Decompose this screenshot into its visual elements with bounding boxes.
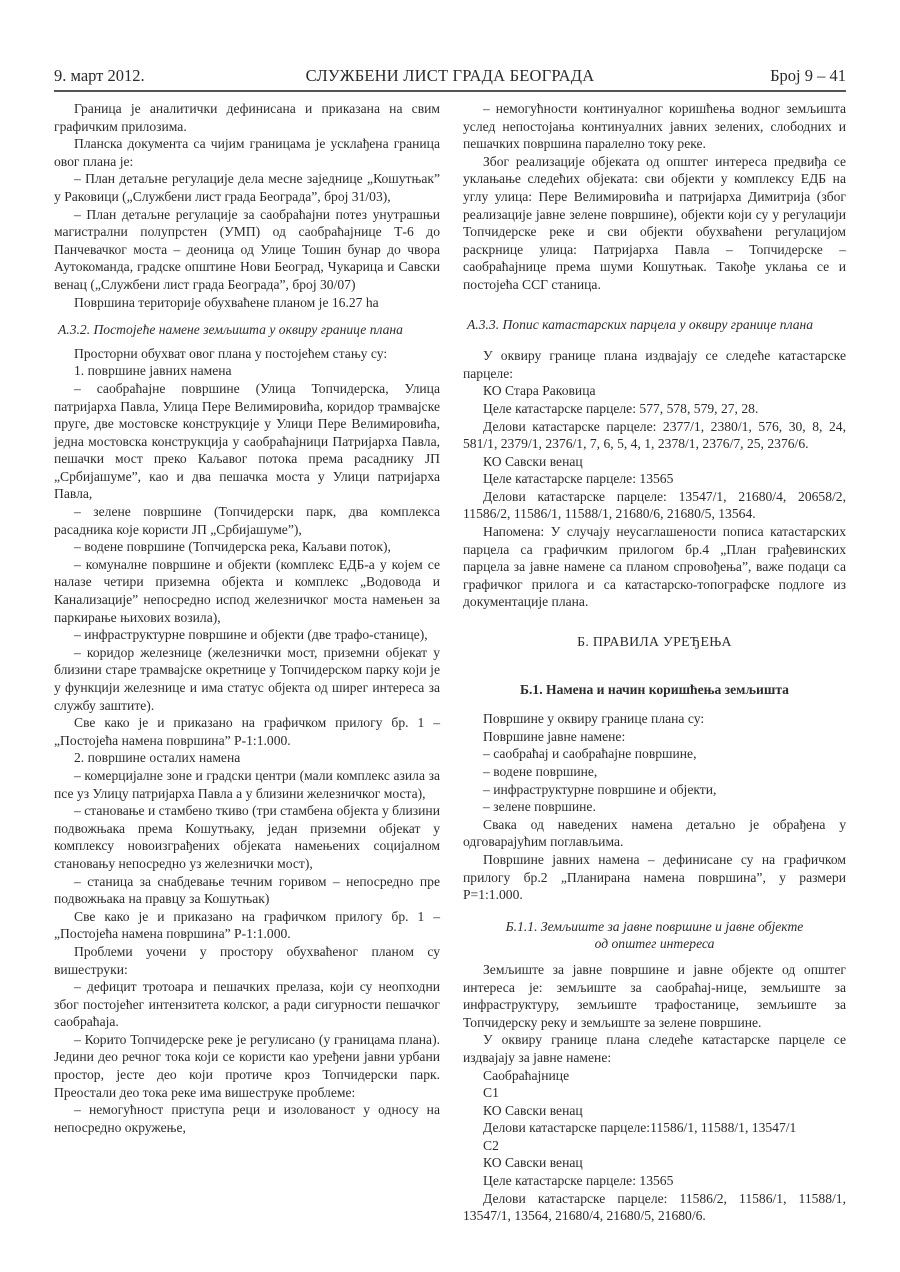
list-item: Површине јавне намене:: [483, 728, 626, 744]
paragraph: – План детаљне регулације дела месне заједнице „Кошутњак” у Раковици („Службени лист града Београда”, број 31/03),: [54, 171, 440, 204]
list-item: – зелене површине.: [483, 799, 596, 815]
list-item: Површине у оквиру границе плана су:: [483, 711, 705, 727]
paragraph: – План детаљне регулације за саобраћајни потез унутрашњи магистрални полупрстен (УМП) од саобраћајнице Т-6 до Панчевачког моста – деоница од Улице Тошин бунар до чвора Аутокоманда, градске општине Нови Београд, Чукарица и Савски венац („Службени лист града Београда”, број 30/07): [54, 206, 440, 292]
section-title-b: Б. ПРАВИЛА УРЕЂЕЊА: [577, 634, 732, 650]
paragraph: КО Савски венац: [483, 453, 583, 469]
list-item: – водене површине,: [483, 764, 598, 779]
paragraph: – Корито Топчидерске реке је регулисано (у границама плана). Једини део речног тока који се користи као уређени јавни урбани простор, јесте део који протиче кроз Топчидерски парк. Преостали део тока реке има вишеструке проблеме:: [54, 1031, 440, 1100]
section-heading-a32: А.3.2. Постојеће намене земљишта у оквиру границе плана: [58, 322, 403, 338]
heading-line: од општег интереса: [594, 936, 715, 952]
paragraph: – комуналне површине и објекти (комплекс ЕДБ-а у којем се налазе четири приземна објекта и комплекс „Водовода и Канализације” непосредно испод железничког моста намењен за паркирање њихових возила),: [54, 556, 440, 625]
paragraph: – комерцијалне зоне и градски центри (мали комплекс азила за псе уз Улицу патријарха Павла а у близини железничког моста),: [54, 767, 440, 801]
paragraph: Земљиште за јавне површине и јавне објекте од општег интереса је: земљиште за саобраћај-нице, земљиште за инфраструктуру, земљиште трафостанице, земљиште за Топчидерску реку и земљиште за зелене површине.: [463, 961, 846, 1030]
paragraph: У оквиру границе плана следеће катастарске парцеле се издвајају за јавне намене:: [463, 1032, 846, 1065]
paragraph: – становање и стамбено ткиво (три стамбена објекта у близини подвожњака према Кошутњаку, један приземни објекат у комплексу новоизграђених објеката намењених социјалном становању непосредно уз железнички мост),: [54, 803, 440, 871]
paragraph: – инфраструктурне површине и објекти (две трафо-станице),: [74, 627, 428, 643]
paragraph: Површина територије обухваћене планом је 16.27 ha: [74, 294, 379, 310]
paragraph: Због реализације објеката од општег интереса предвиђа се уклањање следећих објеката: сви објекти у комплексу ЕДБ на углу улица: Пере Велимировића и патријарха Димитрија (због реализације јавне зелене површине), објекти који су у регулацији Топчидерске реке и сви објекти обухваћени регулацијом раскрнице улица: Патријарха Павла – Топчидерске – саобраћајнице према шуми Кошутњак. Такође уклања се и постојећа ССГ станица.: [463, 153, 846, 292]
paragraph: Све како је и приказано на графичком прилогу бр. 1 – „Постојећа намена површина” Р-1:1.000.: [54, 908, 440, 942]
paragraph: 2. површине осталих намена: [74, 750, 241, 766]
paragraph: Делови катастарске парцеле: 11586/2, 11586/1, 11588/1, 13547/1, 13564, 21680/4, 21680/5, 21680/6.: [463, 1190, 846, 1224]
paragraph: Целе катастарске парцеле: 577, 578, 579, 27, 28.: [483, 400, 759, 416]
paragraph: Свака од наведених намена детаљно је обрађена у одговарајућим поглављима.: [463, 816, 846, 850]
paragraph: – коридор железнице (железнички мост, приземни објекат у близини старе трамвајске окретнице у Топчидерском парку који је у функцији железнице и има статус објекта од ширег интереса за службу заштите).: [54, 644, 440, 713]
list-item: С1: [483, 1085, 499, 1101]
paragraph: Планска документа са чијим границама је усклађена граница овог плана је:: [54, 136, 440, 169]
section-heading-a33: А.3.3. Попис катастарских парцела у оквиру границе плана: [467, 316, 814, 332]
paragraph: 1. површине јавних намена: [74, 363, 232, 379]
document-page: [54, 0, 846, 1272]
left-column: [54, 100, 440, 1136]
paragraph: Површине јавних намена – дефинисане су на графичком прилогу бр.2 „Планирана намена површина”, у размери Р=1:1.000.: [463, 851, 846, 903]
list-item: КО Савски венац: [483, 1102, 583, 1118]
paragraph: – станица за снабдевање течним горивом – непосредно пре подвожњака на правцу за Кошутњак): [54, 873, 440, 907]
paragraph: – немогућности континуалног коришћења водног земљишта услед непостојања континуалних јавних зелених, слободних и пешачких површина паралелно току реке.: [463, 101, 846, 152]
page-header: [54, 64, 846, 92]
list-item: – инфраструктурне површине и објекти,: [483, 781, 717, 797]
issue-date: 9. март 2012.: [54, 66, 145, 85]
paragraph: Просторни обухват овог плана у постојећем стању су:: [74, 345, 388, 361]
paragraph: Проблеми уочени у простору обухваћеног планом су вишеструки:: [54, 943, 440, 977]
list-item: Саобраћајнице: [483, 1067, 570, 1083]
section-heading-b1: Б.1. Намена и начин коришћења земљишта: [520, 681, 789, 697]
paragraph: – немогућност приступа реци и изолованост у односу на непосредно окружење,: [54, 1102, 440, 1135]
paragraph: Све како је и приказано на графичком прилогу бр. 1 – „Постојећа намена површина” Р-1:1.000.: [54, 715, 440, 748]
paragraph: Делови катастарске парцеле: 2377/1, 2380/1, 576, 30, 8, 24, 581/1, 2379/1, 2376/1, 7, 6, 5, 4, 1, 2378/1, 2376/7, 25, 2376/6.: [463, 418, 846, 452]
right-column: [463, 100, 846, 1225]
paragraph: – саобраћајне површине (Улица Топчидерска, Улица патријарха Павла, Улица Пере Велимировића, коридор трамвајске пруге, две мостовске конструкције у Улици Пере Велимировића, једна мостовска конструкција у саобраћајници Патријарха Павла, пешачки мост преко Каљавог потока према расаднику ЈП „Србијашуме”, као и два пешачка моста у Улици патријарха Павла,: [54, 380, 440, 502]
paragraph: Напомена: У случају неусаглашености пописа катастарских парцела са графичким прилогом бр.4 „План грађевинских парцела за јавне намене са планом спровођења”, важе подаци са графичког прилога и са катастарско-топографске подлоге из документације плана.: [463, 524, 846, 610]
paragraph: – водене површине (Топчидерска река, Каљави поток),: [74, 539, 391, 555]
issue-page-number: Број 9 – 41: [770, 66, 846, 85]
paragraph: У оквиру границе плана издвајају се следеће катастарске парцеле:: [463, 348, 846, 381]
paragraph: – дефицит тротоара и пешачких прелаза, који су неопходни због постојећег интензитета колског, а ради сигурности пешачког саобраћаја.: [54, 979, 440, 1030]
heading-line: Б.1.1. Земљиште за јавне површине и јавне објекте: [505, 918, 804, 934]
list-item: Делови катастарске парцеле:11586/1, 11588/1, 13547/1: [483, 1120, 797, 1136]
list-item: Целе катастарске парцеле: 13565: [483, 1173, 674, 1189]
paragraph: Граница је аналитички дефинисана и приказана на свим графичким прилозима.: [54, 101, 440, 134]
section-heading-b11: [463, 918, 846, 953]
paragraph: Целе катастарске парцеле: 13565: [483, 471, 674, 487]
paragraph: Делови катастарске парцеле: 13547/1, 21680/4, 20658/2, 11586/2, 11586/1, 11588/1, 21680/6, 21680/5, 13564.: [463, 488, 846, 522]
list-item: С2: [483, 1137, 499, 1153]
list-item: – саобраћај и саобраћајне површине,: [483, 746, 697, 762]
paragraph: КО Стара Раковица: [483, 383, 596, 399]
list-item: КО Савски венац: [483, 1155, 583, 1171]
publication-title: СЛУЖБЕНИ ЛИСТ ГРАДА БЕОГРАДА: [305, 66, 595, 85]
paragraph: – зелене површине (Топчидерски парк, два комплекса расадника које користи ЈП „Србијашуме”),: [54, 504, 440, 537]
